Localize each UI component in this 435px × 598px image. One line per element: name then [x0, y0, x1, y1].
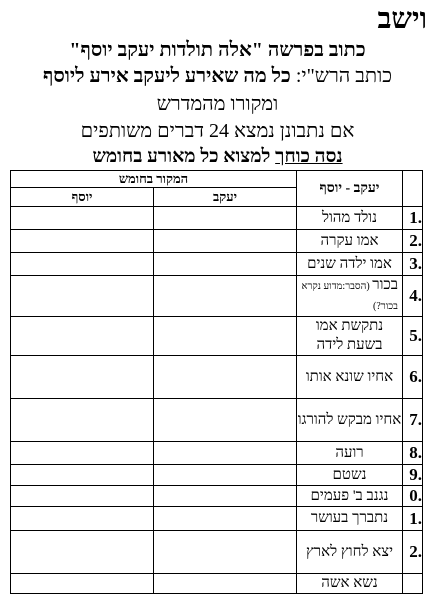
- yosef-source-cell[interactable]: [11, 230, 154, 253]
- row-number: [403, 574, 423, 594]
- row-topic: [297, 356, 403, 399]
- yosef-source-cell[interactable]: [11, 253, 154, 276]
- row-topic: [297, 486, 403, 507]
- yaakov-source-cell[interactable]: [154, 207, 297, 230]
- instruction-rest: למצוא כל מאורע בחומש: [92, 146, 276, 167]
- row-topic: [297, 507, 403, 531]
- table-body: [11, 207, 423, 594]
- row-topic: [297, 253, 403, 276]
- yosef-source-cell[interactable]: [11, 317, 154, 356]
- intro-line-3: ומקורו מהמדרש: [156, 93, 279, 115]
- yosef-source-cell[interactable]: [11, 399, 154, 442]
- header-yosef: יוסף: [11, 188, 154, 207]
- row-topic: [297, 574, 403, 594]
- row-number: .3: [403, 253, 423, 276]
- yaakov-source-cell[interactable]: [154, 230, 297, 253]
- instruction-line: [0, 145, 435, 169]
- yosef-source-cell[interactable]: [11, 465, 154, 486]
- row-topic-text: אמו עקרה: [320, 232, 379, 249]
- row-topic-text: נגנב ב' פעמים: [310, 487, 389, 504]
- table-row: [11, 253, 423, 276]
- row-topic: [297, 276, 403, 317]
- header-yaakov: יעקב: [154, 188, 297, 207]
- table-row: [11, 207, 423, 230]
- table-row: [11, 230, 423, 253]
- table-row: [11, 356, 423, 399]
- rashi-quote: כל מה שאירע ליעקב אירע ליוסף: [42, 65, 291, 87]
- row-topic: [297, 317, 403, 356]
- table-row: [11, 574, 423, 594]
- yosef-source-cell[interactable]: [11, 574, 154, 594]
- table-row: [11, 442, 423, 465]
- yaakov-source-cell[interactable]: [154, 465, 297, 486]
- row-number: .7: [403, 399, 423, 442]
- row-topic-text: בכור: [372, 277, 398, 293]
- row-number: .9: [403, 465, 423, 486]
- row-topic: [297, 399, 403, 442]
- comparison-table: [10, 170, 423, 594]
- row-number: .6: [403, 356, 423, 399]
- row-topic-text: יצא לחוץ לארץ: [305, 543, 394, 560]
- row-number: .8: [403, 442, 423, 465]
- yaakov-source-cell[interactable]: [154, 276, 297, 317]
- row-topic: [297, 207, 403, 230]
- row-number: .1: [403, 507, 423, 531]
- yosef-source-cell[interactable]: [11, 486, 154, 507]
- header-source: המקור בחומש: [11, 171, 297, 188]
- yaakov-source-cell[interactable]: [154, 442, 297, 465]
- yaakov-source-cell[interactable]: [154, 574, 297, 594]
- row-topic: [297, 465, 403, 486]
- row-topic-text: רועה: [335, 444, 364, 461]
- yosef-source-cell[interactable]: [11, 207, 154, 230]
- row-number: .1: [403, 207, 423, 230]
- table-row: [11, 507, 423, 531]
- row-topic-text: אמו ילדה שנים: [307, 255, 392, 272]
- row-topic-text: נתקשת אמו בשעת לידה: [315, 318, 384, 353]
- table-row: [11, 276, 423, 317]
- yosef-source-cell[interactable]: [11, 356, 154, 399]
- intro-line-2: [0, 63, 435, 89]
- yosef-source-cell[interactable]: [11, 442, 154, 465]
- row-number: .5: [403, 317, 423, 356]
- yosef-source-cell[interactable]: [11, 276, 154, 317]
- intro-line-4: אם נתבונן נמצא 24 דברים משותפים: [80, 120, 355, 142]
- row-topic: [297, 442, 403, 465]
- yaakov-source-cell[interactable]: [154, 253, 297, 276]
- row-topic-note: (הסבר:מדוע נקרא בכור?): [301, 281, 398, 312]
- row-topic-text: נולד מהול: [321, 209, 378, 226]
- yaakov-source-cell[interactable]: [154, 531, 297, 574]
- rashi-prefix: כותב הרש"י:: [290, 65, 392, 87]
- table-row: [11, 531, 423, 574]
- yaakov-source-cell[interactable]: [154, 317, 297, 356]
- yosef-source-cell[interactable]: [11, 507, 154, 531]
- row-topic-text: אחיו שונא אותו: [305, 368, 394, 385]
- header-num-cell: [403, 171, 423, 207]
- table-row: [11, 465, 423, 486]
- row-topic-text: נשא אשה: [321, 575, 378, 591]
- yaakov-source-cell[interactable]: [154, 356, 297, 399]
- table-row: [11, 317, 423, 356]
- parsha-title: וישב: [377, 3, 427, 35]
- row-number: .2: [403, 230, 423, 253]
- yaakov-source-cell[interactable]: [154, 486, 297, 507]
- row-topic-text: נשטם: [332, 466, 367, 483]
- yaakov-source-cell[interactable]: [154, 507, 297, 531]
- table-row: [11, 399, 423, 442]
- yosef-source-cell[interactable]: [11, 531, 154, 574]
- row-topic-text: נתברך בעושר: [310, 510, 389, 526]
- intro-line-1: כתוב בפרשה "אלה תולדות יעקב יוסף": [69, 39, 366, 61]
- row-topic: [297, 531, 403, 574]
- row-topic: [297, 230, 403, 253]
- table-row: [11, 486, 423, 507]
- header-pair: יעקב - יוסף: [297, 171, 403, 207]
- row-number: .0: [403, 486, 423, 507]
- instruction-emphasis: נסה כוחך: [275, 146, 343, 167]
- row-number: .2: [403, 531, 423, 574]
- yaakov-source-cell[interactable]: [154, 399, 297, 442]
- row-topic-text: אחיו מבקש להורגו: [297, 411, 402, 428]
- row-number: .4: [403, 276, 423, 317]
